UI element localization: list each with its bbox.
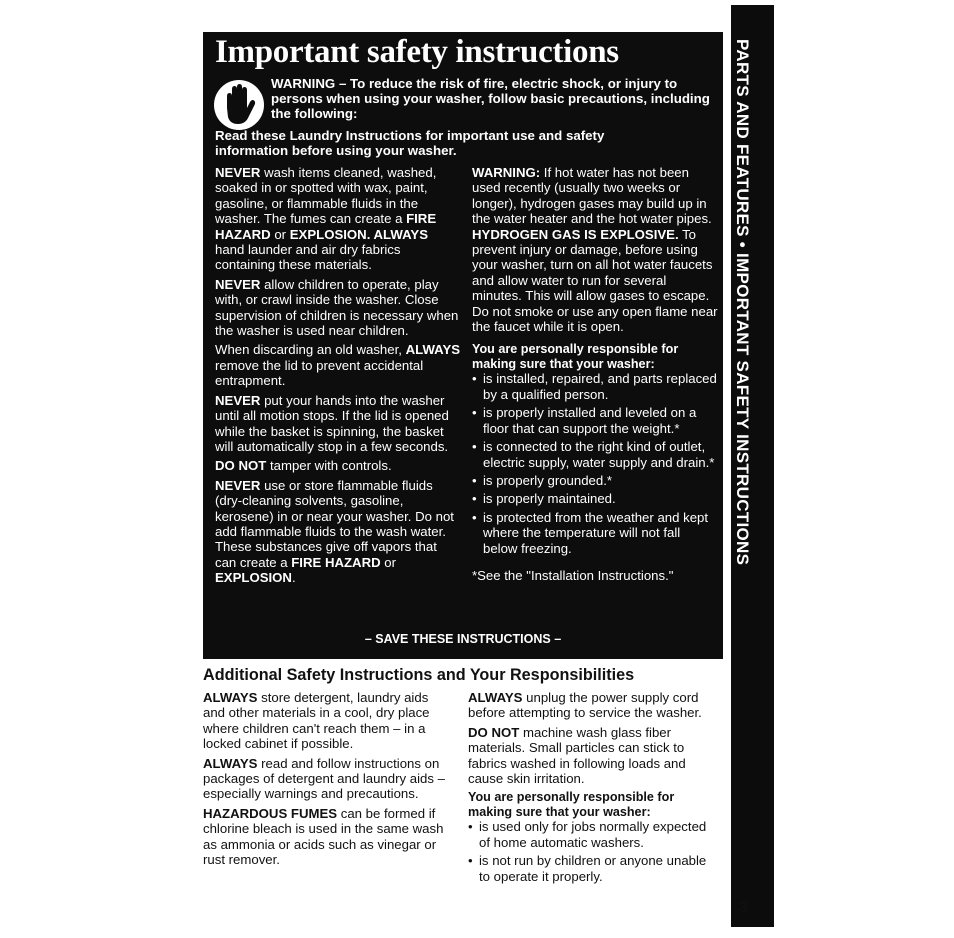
safety-box xyxy=(203,32,723,659)
additional-left-column xyxy=(203,690,449,871)
paragraph: NEVER use or store flammable fluids (dry-cleaning solvents, gasoline, kerosene) in or near your washer. Do not add flammable fluids to the wash water. These substances give off vapors that can create a FIRE HAZARD or EXPLOSION. xyxy=(215,477,454,586)
paragraph: NEVER allow children to operate, play with, or crawl inside the washer. Close supervision of children is necessary when the washer is used near children. xyxy=(215,276,459,339)
section-sidebar xyxy=(731,5,774,927)
warning-statement: WARNING – To reduce the risk of fire, electric shock, or injury to persons when using your washer, follow basic precautions, including the following: xyxy=(271,76,710,121)
list-item: • is protected from the weather and kept where the temperature will not fall below freezing. xyxy=(472,510,718,556)
paragraph: DO NOT tamper with controls. xyxy=(215,458,392,474)
list-item: • is connected to the right kind of outlet, electric supply, water supply and drain.* xyxy=(472,439,718,470)
footnote: *See the "Installation Instructions." xyxy=(472,567,674,583)
paragraph: ALWAYS read and follow instructions on packages of detergent and laundry aids – especially warnings and precautions. xyxy=(203,755,445,802)
list-item: • is used only for jobs normally expected of home automatic washers. xyxy=(468,819,714,850)
paragraph: ALWAYS store detergent, laundry aids and other materials in a cool, dry place where children can't reach them – in a locked cabinet if possible. xyxy=(203,690,430,752)
safety-right-column xyxy=(472,165,718,583)
page-title: Important safety instructions xyxy=(215,34,619,70)
responsibility-heading: You are personally responsible for making sure that your washer: xyxy=(472,342,679,371)
paragraph: DO NOT machine wash glass fiber materials. Small particles can stick to fabrics washed in following loads and cause skin irritation. xyxy=(468,724,686,787)
paragraph: ALWAYS unplug the power supply cord before attempting to service the washer. xyxy=(468,690,702,721)
sidebar-text: PARTS AND FEATURES • IMPORTANT SAFETY INSTRUCTIONS xyxy=(733,39,752,566)
responsibility-heading: You are personally responsible for making sure that your washer: xyxy=(468,790,675,819)
hand-warning-icon xyxy=(213,78,265,132)
paragraph: HAZARDOUS FUMES can be formed if chlorine bleach is used in the same wash as ammonia or acids such as vinegar or rust remover. xyxy=(203,805,444,868)
paragraph: NEVER wash items cleaned, washed, soaked in or spotted with wax, paint, gasoline, or flammable fluids in the washer. The fumes can create a FIRE HAZARD or EXPLOSION. ALWAYS hand launder and air dry fabrics containing these materials. xyxy=(215,165,437,273)
list-item: • is properly grounded.* xyxy=(472,473,718,488)
list-item: • is properly maintained. xyxy=(472,491,718,506)
paragraph: NEVER put your hands into the washer until all motion stops. If the lid is opened while the basket is spinning, the basket will automatically stop in a few seconds. xyxy=(215,392,449,454)
additional-right-column xyxy=(468,690,714,887)
responsibility-list xyxy=(472,371,718,555)
safety-left-column xyxy=(215,165,461,590)
list-item: • is properly installed and leveled on a floor that can support the weight.* xyxy=(472,405,718,436)
paragraph: When discarding an old washer, ALWAYS remove the lid to prevent accidental entrapment. xyxy=(215,342,461,389)
list-item: • is installed, repaired, and parts replaced by a qualified person. xyxy=(472,371,718,402)
read-instructions: Read these Laundry Instructions for important use and safety information before using your washer. xyxy=(215,128,605,158)
save-instructions: – SAVE THESE INSTRUCTIONS – xyxy=(364,632,562,646)
paragraph: WARNING: If hot water has not been used recently (usually two weeks or longer), hydrogen gases may build up in the water heater and the hot water pipes. HYDROGEN GAS IS EXPLOSIVE. To prevent injury or damage, before using your washer, turn on all hot water faucets and allow water to run for several minutes. This will allow gases to escape. Do not smoke or use any open flame near the faucet while it is open. xyxy=(472,165,718,335)
page-number: 3 xyxy=(739,899,748,916)
section-heading: Additional Safety Instructions and Your Responsibilities xyxy=(203,666,635,684)
responsibility-list xyxy=(468,819,714,884)
list-item: • is not run by children or anyone unable to operate it properly. xyxy=(468,853,714,884)
